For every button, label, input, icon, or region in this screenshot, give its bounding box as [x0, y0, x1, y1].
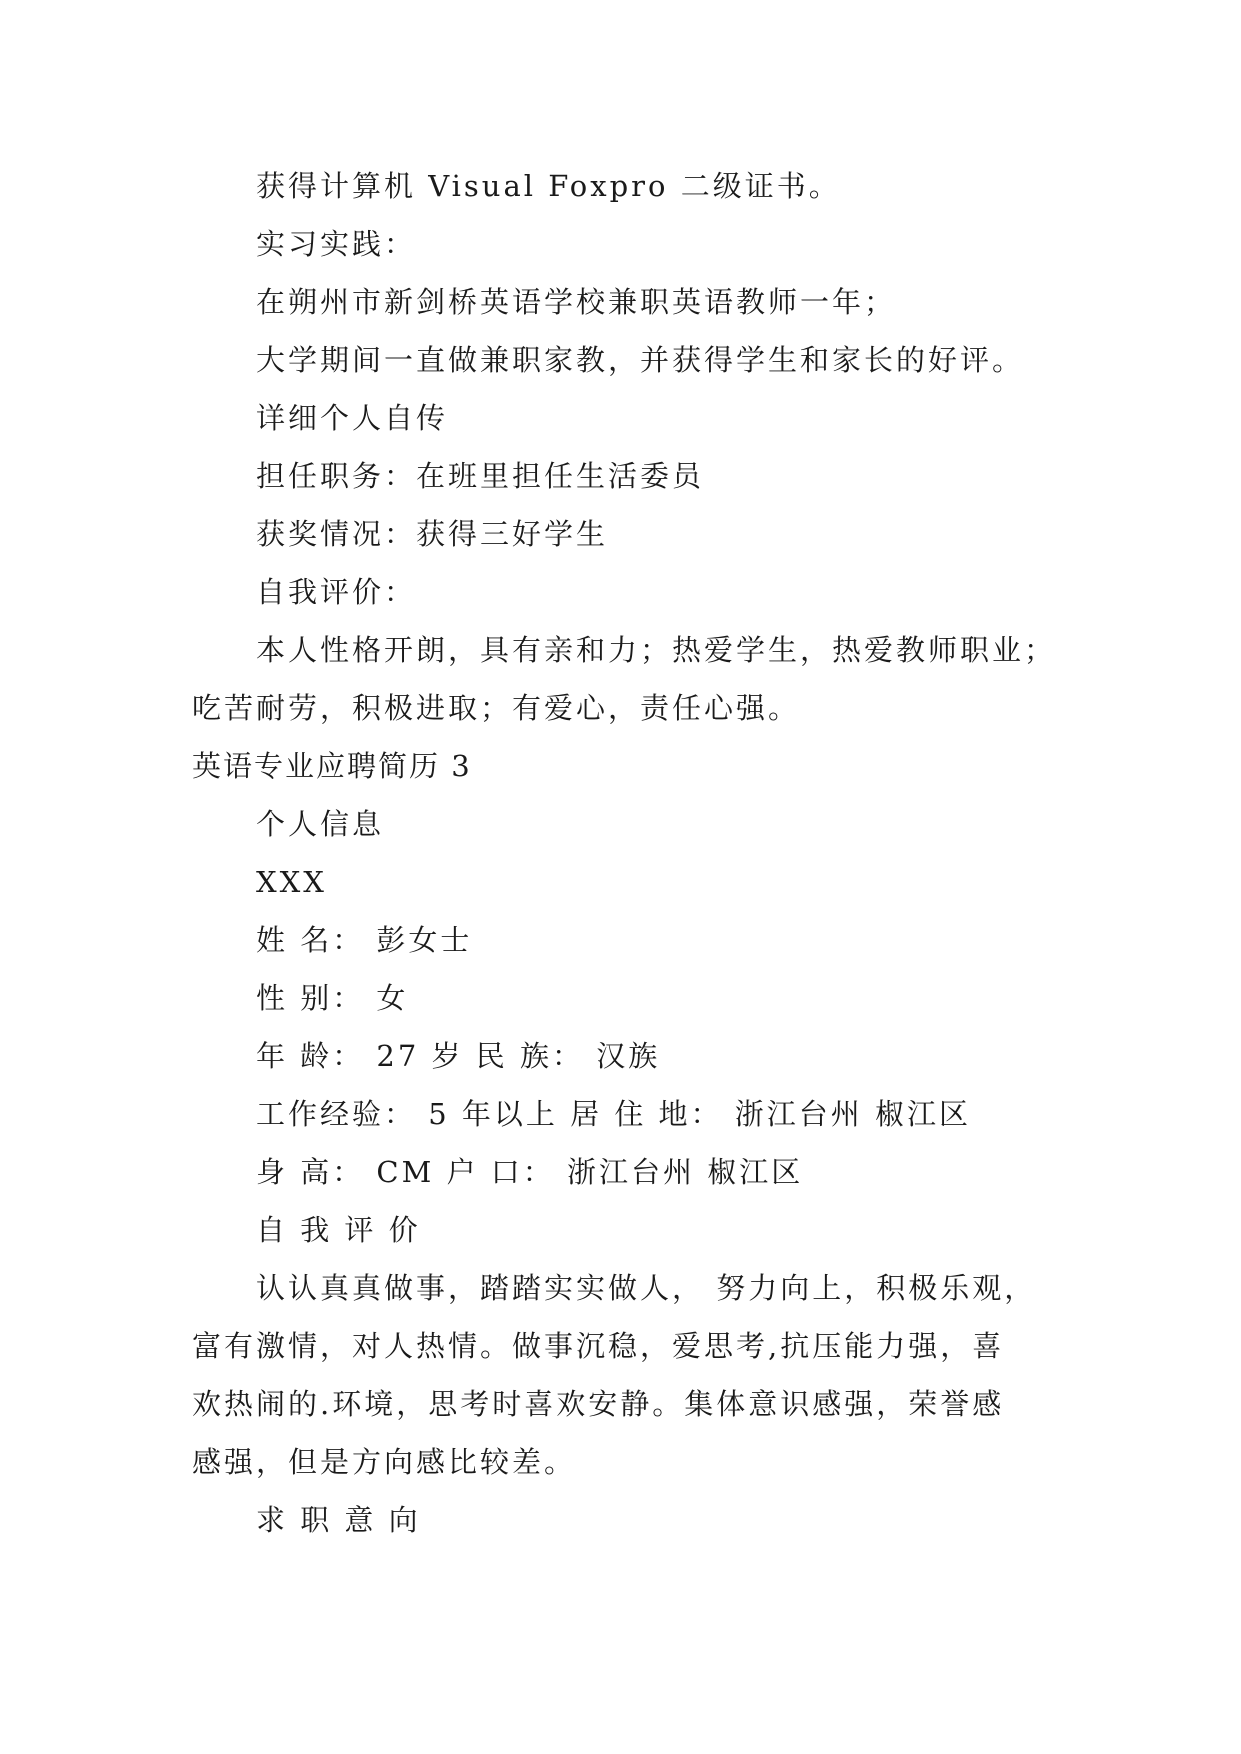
self-evaluation-para-line-3: 欢热闹的.环境，思考时喜欢安静。集体意识感强，荣誉感 [192, 1387, 1005, 1421]
self-evaluation-line-1: 本人性格开朗，具有亲和力；热爱学生，热爱教师职业； [256, 633, 1057, 667]
self-evaluation-heading-2: 自 我 评 价 [256, 1213, 421, 1247]
internship-heading: 实习实践： [256, 227, 417, 261]
self-evaluation-line-2: 吃苦耐劳，积极进取；有爱心，责任心强。 [192, 691, 801, 725]
self-evaluation-para-line-2: 富有激情，对人热情。做事沉稳，爱思考,抗压能力强，喜 [192, 1329, 1005, 1363]
experience-residence-field: 工作经验： 5 年以上 居 住 地： 浙江台州 椒江区 [256, 1097, 971, 1131]
age-ethnicity-field: 年 龄： 27 岁 民 族： 汉族 [256, 1039, 661, 1073]
personal-info-heading: 个人信息 [256, 807, 385, 841]
internship-tutoring-line: 大学期间一直做兼职家教，并获得学生和家长的好评。 [256, 343, 1025, 377]
certificate-line: 获得计算机 Visual Foxpro 二级证书。 [256, 169, 841, 203]
self-evaluation-para-line-4: 感强，但是方向感比较差。 [192, 1445, 577, 1479]
resume-section-title: 英语专业应聘简历 3 [192, 749, 472, 783]
autobiography-heading: 详细个人自传 [256, 401, 449, 435]
gender-field: 性 别： 女 [256, 981, 409, 1015]
height-hukou-field: 身 高： CM 户 口： 浙江台州 椒江区 [256, 1155, 804, 1189]
position-line: 担任职务：在班里担任生活委员 [256, 459, 705, 493]
self-evaluation-heading: 自我评价： [256, 575, 417, 609]
awards-line: 获奖情况：获得三好学生 [256, 517, 609, 551]
name-field: 姓 名： 彭女士 [256, 923, 473, 957]
internship-teaching-line: 在朔州市新剑桥英语学校兼职英语教师一年； [256, 285, 897, 319]
placeholder-name: XXX [256, 865, 327, 899]
job-intention-heading: 求 职 意 向 [256, 1503, 421, 1537]
self-evaluation-para-line-1: 认认真真做事，踏踏实实做人， 努力向上，积极乐观， [256, 1271, 1037, 1305]
